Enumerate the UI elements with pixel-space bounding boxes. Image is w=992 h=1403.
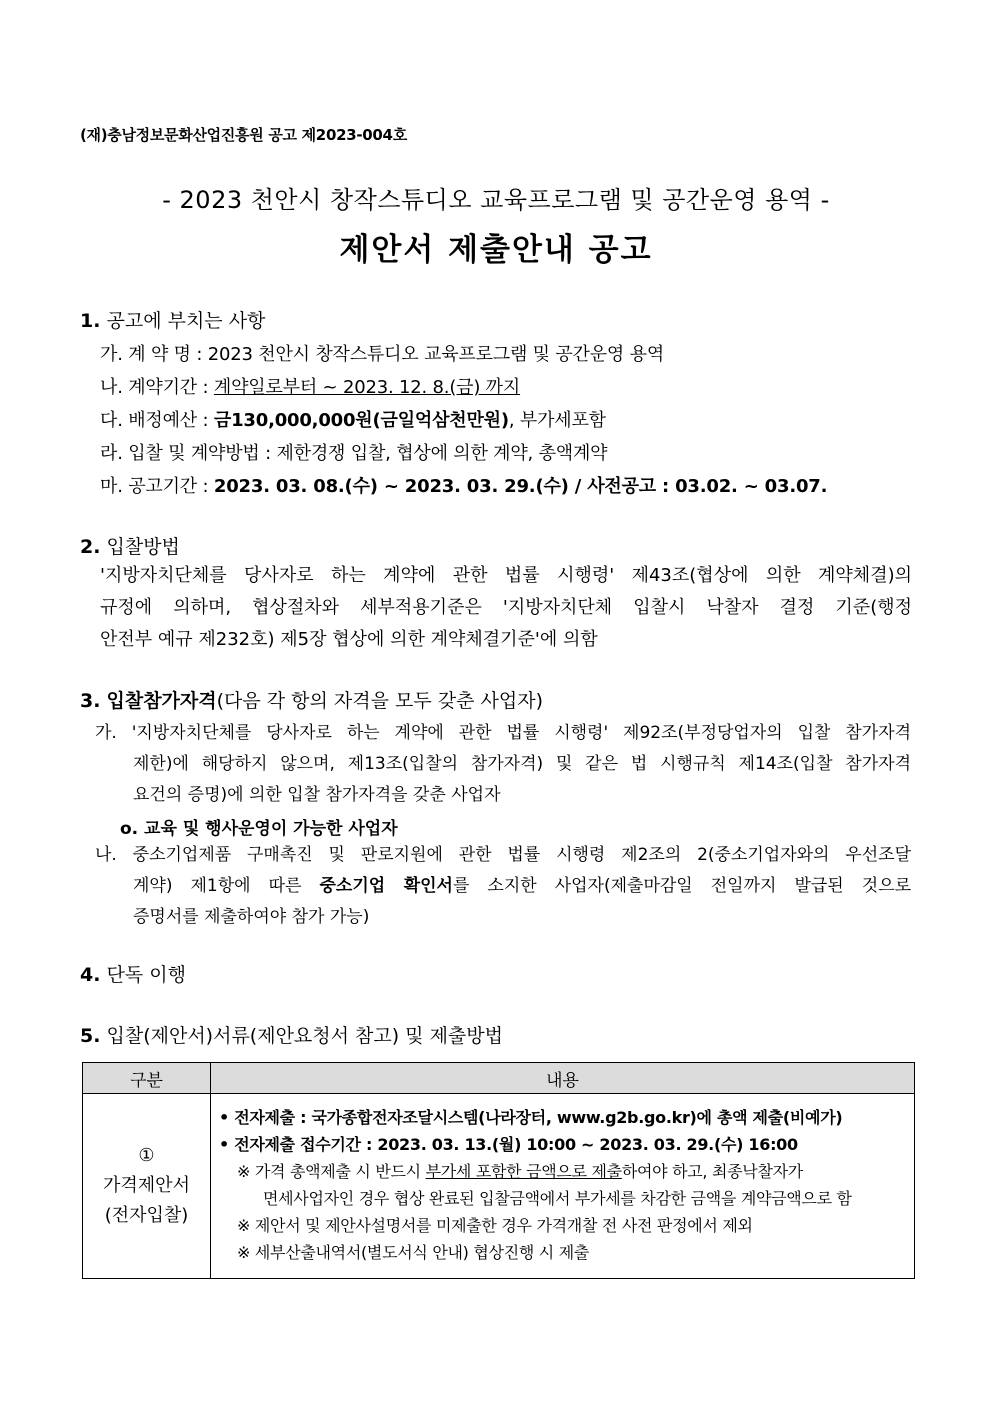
body-line: 나. 중소기업제품 구매촉진 및 판로지원에 관한 법률 시행령 제2조의 2(중소기업자와의 우선조달 bbox=[95, 845, 911, 865]
note-vat bbox=[219, 1158, 914, 1185]
section-2-body bbox=[100, 560, 912, 656]
column-header: 내용 bbox=[211, 1063, 915, 1094]
body-line: 규정에 의하며, 협상절차와 세부적용기준은 '지방자치단체 입찰시 낙찰자 결정 기준(행정 bbox=[100, 597, 912, 618]
item-bidding-method: 라. 입찰 및 계약방법 : 제한경쟁 입찰, 협상에 의한 계약, 총액계약 bbox=[100, 443, 608, 464]
section-1-heading bbox=[80, 306, 265, 333]
category-name: 가격제안서 bbox=[103, 1175, 190, 1196]
submission-table bbox=[82, 1062, 915, 1279]
item-value: 2023 천안시 창작스튜디오 교육프로그램 및 공간운영 용역 bbox=[207, 344, 665, 365]
column-header: 구분 bbox=[83, 1063, 211, 1094]
item-contract-name bbox=[100, 340, 664, 366]
item-notice-period bbox=[100, 472, 827, 498]
document-title: 제안서 제출안내 공고 bbox=[339, 232, 653, 268]
bullet-submission-period bbox=[219, 1131, 914, 1158]
bullet-electronic-submission bbox=[219, 1104, 914, 1131]
body-line: 제한)에 해당하지 않으며, 제13조(입찰의 참가자격) 및 같은 법 시행규칙 제14조(입찰 참가자격 bbox=[133, 754, 911, 774]
bullet-text: 국가종합전자조달시스템(나라장터, www.g2b.go.kr)에 총액 제출(비예가) bbox=[311, 1108, 843, 1127]
item-budget bbox=[100, 406, 606, 432]
item-value: 금130,000,000원(금일억삼천만원) bbox=[213, 410, 509, 431]
section-3-heading bbox=[80, 686, 543, 713]
table-header-row bbox=[83, 1063, 915, 1094]
section-title: 입찰참가자격 bbox=[106, 690, 217, 712]
item-qualification-b bbox=[95, 840, 911, 933]
body-line: 가. '지방자치단체를 당사자로 하는 계약에 관한 법률 시행령' 제92조(부정당업자의 입찰 참가자격 bbox=[95, 723, 911, 743]
body-line bbox=[95, 871, 911, 902]
item-label: 다. 배정예산 : bbox=[100, 410, 214, 431]
table-row bbox=[83, 1094, 915, 1279]
body-line: 안전부 예규 제232호) 제5장 협상에 의한 계약체결기준'에 의함 bbox=[100, 629, 598, 650]
notice-number: (재)충남정보문화산업진흥원 공고 제2023-004호 bbox=[80, 126, 407, 144]
item-contract-period bbox=[100, 373, 520, 399]
bullet-label: • 전자제출 접수기간 : bbox=[219, 1135, 378, 1154]
item-value: 계약일로부터 ~ 2023. 12. 8.(금) 까지 bbox=[213, 377, 521, 398]
note-exclusion: ※ 제안서 및 제안사설명서를 미제출한 경우 가격개찰 전 사전 판정에서 제외 bbox=[237, 1216, 753, 1235]
category-cell bbox=[83, 1094, 211, 1279]
category-subname: (전자입찰) bbox=[104, 1205, 189, 1226]
note-text: ※ 가격 총액제출 시 반드시 bbox=[237, 1162, 426, 1181]
section-number: 3. bbox=[80, 690, 101, 712]
emphasis-text: 중소기업 확인서 bbox=[319, 876, 453, 896]
content-cell bbox=[211, 1094, 915, 1279]
section-title: 입찰(제안서)서류(제안요청서 참고) 및 제출방법 bbox=[106, 1025, 503, 1047]
section-number: 2. bbox=[80, 536, 101, 558]
qualification-bullet: o. 교육 및 행사운영이 가능한 사업자 bbox=[120, 819, 398, 839]
bullet-text: 2023. 03. 13.(월) 10:00 ~ 2023. 03. 29.(수) 16:00 bbox=[377, 1135, 798, 1154]
body-line: 요건의 증명)에 의한 입찰 참가자격을 갖춘 사업자 bbox=[133, 785, 501, 805]
item-label: 마. 공고기간 : bbox=[100, 476, 214, 497]
body-line: '지방자치단체를 당사자로 하는 계약에 관한 법률 시행령' 제43조(협상에 의한 계약체결)의 bbox=[100, 565, 912, 586]
item-qualification-a bbox=[95, 718, 911, 811]
section-title: 단독 이행 bbox=[106, 964, 186, 986]
circled-number-marker: ① bbox=[138, 1145, 155, 1166]
section-title: 입찰방법 bbox=[106, 536, 180, 558]
text-span: 를 소지한 사업자(제출마감일 전일까지 발급된 것으로 bbox=[452, 876, 911, 896]
item-label: 가. 계 약 명 : bbox=[100, 344, 208, 365]
bullet-label: • 전자제출 : bbox=[219, 1108, 312, 1127]
item-label: 나. 계약기간 : bbox=[100, 377, 214, 398]
item-note: , 부가세포함 bbox=[508, 410, 606, 431]
section-number: 1. bbox=[80, 310, 101, 332]
section-5-heading bbox=[80, 1021, 503, 1048]
section-title: 공고에 부치는 사항 bbox=[106, 310, 266, 332]
body-line: 증명서를 제출하여야 참가 가능) bbox=[133, 907, 370, 927]
item-value: 2023. 03. 08.(수) ~ 2023. 03. 29.(수) / 사전공고 : 03.02. ~ 03.07. bbox=[213, 476, 828, 497]
note-underlined: 부가세 포함한 금액으로 제출 bbox=[425, 1162, 622, 1181]
document-subtitle: - 2023 천안시 창작스튜디오 교육프로그램 및 공간운영 용역 - bbox=[162, 186, 830, 214]
section-number: 4. bbox=[80, 964, 101, 986]
note-breakdown: ※ 세부산출내역서(별도서식 안내) 협상진행 시 제출 bbox=[237, 1243, 590, 1262]
note-vat-continued: 면세사업자인 경우 협상 완료된 입찰금액에서 부가세를 차감한 금액을 계약금액으로 함 bbox=[263, 1189, 852, 1208]
section-2-heading bbox=[80, 532, 180, 559]
section-title-note: (다음 각 항의 자격을 모두 갖춘 사업자) bbox=[216, 690, 543, 712]
note-text: 하여야 하고, 최종낙찰자가 bbox=[621, 1162, 803, 1181]
section-number: 5. bbox=[80, 1025, 101, 1047]
text-span: 계약) 제1항에 따른 bbox=[133, 876, 320, 896]
section-4-heading bbox=[80, 960, 186, 987]
